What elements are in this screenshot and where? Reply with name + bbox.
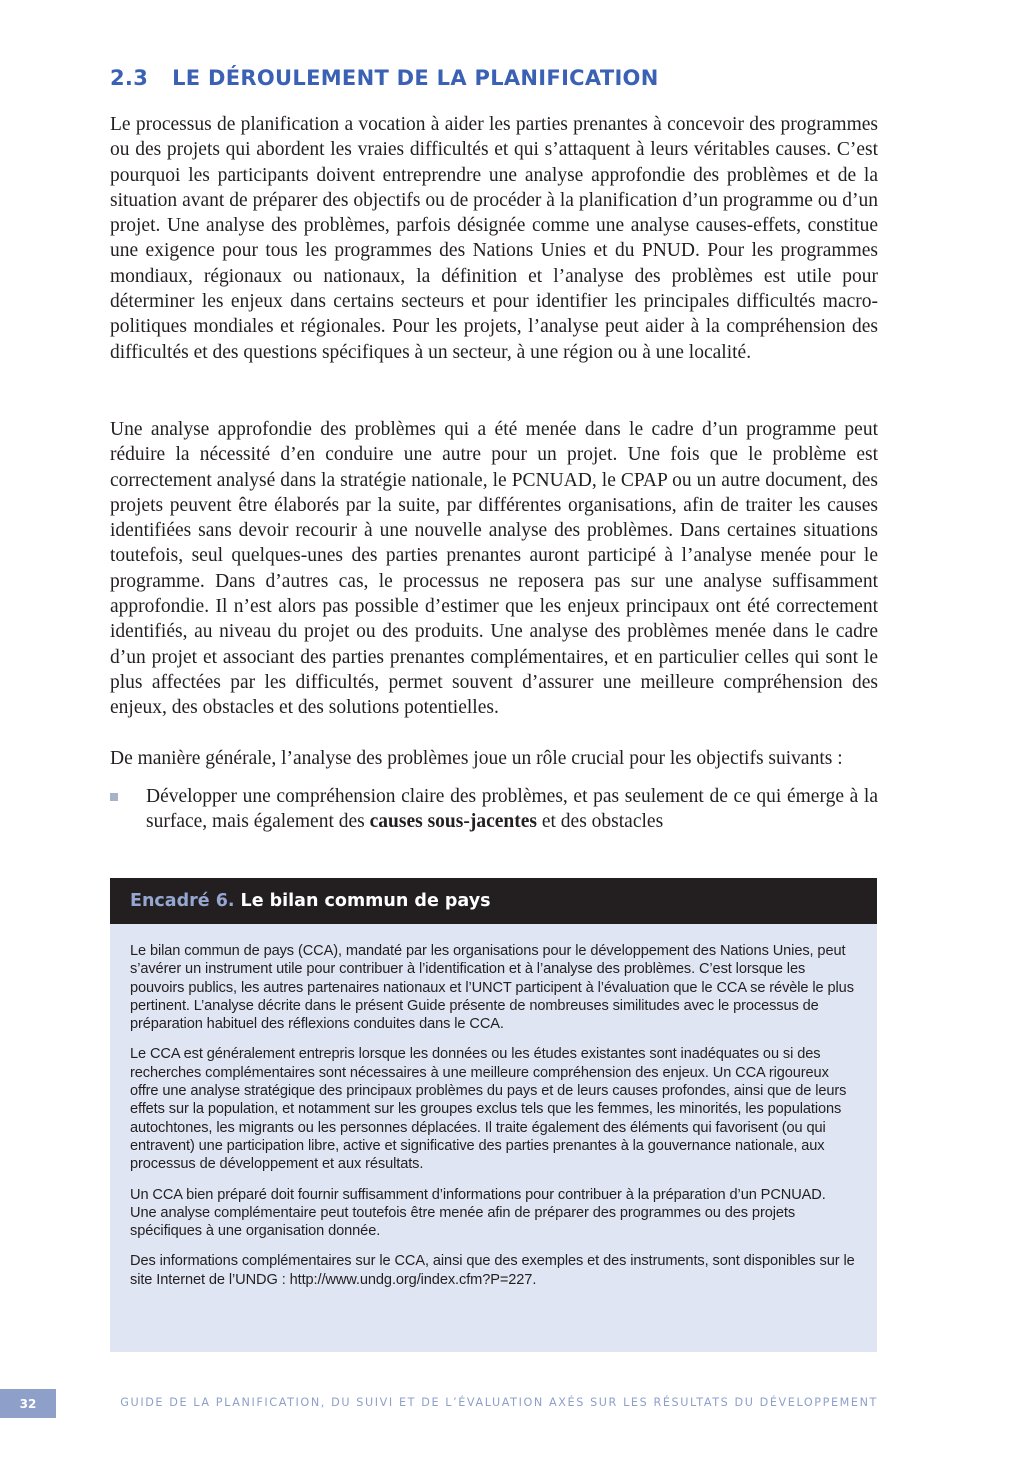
body-paragraph: De manière générale, l’analyse des problèmes joue un rôle crucial pour les objectifs suivants : — [110, 748, 843, 769]
box-paragraph: Un CCA bien préparé doit fournir suffisamment d’informations pour contribuer à la préparation d’un PCNUAD. Une analyse complémentaire peut toutefois être menée afin de préparer des programmes ou des projets spécifiques à une organisation donnée. — [130, 1186, 826, 1240]
section-heading — [110, 66, 880, 90]
page-number: 32 — [0, 1389, 56, 1418]
bullet-list-item — [110, 784, 878, 835]
body-paragraph: Une analyse approfondie des problèmes qui a été menée dans le cadre d’un programme peut réduire la nécessité d’en conduire une autre pour un projet. Une fois que le problème est correctement analysé dans la stratégie nationale, le PCNUAD, le CPAP ou un autre document, des projets peuvent être élaborés par la suite, par différentes organisations, afin de traiter les causes identifiées sans devoir recourir à une nouvelle analyse des problèmes. Dans certaines situations toutefois, seul quelques-unes des parties prenantes auront participé à l’analyse menée pour le programme. Dans d’autres cas, le processus ne reposera pas sur une analyse suffisamment approfondie. Il n’est alors pas possible d’estimer que les enjeux principaux ont été correctement identifiés, au niveau du projet ou des produits. Une analyse des problèmes menée dans le cadre d’un projet et associant des parties prenantes complémentaires, et en particulier celles qui sont le plus affectées par les difficultés, permet souvent d’assurer une meilleure compréhension des enjeux, des obstacles et des solutions potentielles. — [110, 419, 878, 719]
sidebar-box — [110, 878, 877, 1352]
square-bullet-icon — [110, 793, 118, 801]
box-header — [110, 878, 877, 924]
box-label: Encadré 6. — [130, 891, 235, 911]
section-title: LE DÉROULEMENT DE LA PLANIFICATION — [172, 66, 659, 90]
section-number: 2.3 — [110, 66, 149, 90]
box-title: Le bilan commun de pays — [240, 891, 491, 911]
running-footer: GUIDE DE LA PLANIFICATION, DU SUIVI ET DE L’ÉVALUATION AXÉS SUR LES RÉSULTATS DU DÉVELOPPEMENT — [120, 1396, 878, 1409]
bullet-text-start: Développer une compréhension claire des problèmes, et pas seulement de ce qui émerge à la surface, mais également des — [146, 786, 878, 833]
box-paragraph: Le bilan commun de pays (CCA), mandaté par les organisations pour le développement des Nations Unies, peut s’avérer un instrument utile pour contribuer à l’identification et à l’analyse des problèmes. C’est lorsque les pouvoirs publics, les autres partenaires nationaux et l’UNCT participent à l’évaluation que le CCA se révèle le plus pertinent. L’analyse décrite dans le présent Guide présente de nombreuses similitudes avec le processus de préparation habituel des réflexions conduites dans le CCA. — [130, 943, 854, 1033]
box-paragraph: Le CCA est généralement entrepris lorsque les données ou les études existantes sont inadéquates ou si des recherches complémentaires sont nécessaires à une meilleure compréhension des enjeux. Un CCA rigoureux offre une analyse stratégique des principaux problèmes du pays et de leurs causes profondes, ainsi que de leurs effets sur la population, et notamment sur les groupes exclus tels que les femmes, les minorités, les populations autochtones, les migrants ou les personnes déplacées. Il traite également des éléments qui favorisent (ou qui entravent) une participation libre, active et significative des parties prenantes à la gouvernance nationale, aux processus de développement et aux résultats. — [130, 1046, 847, 1173]
bullet-text-end: et des obstacles — [536, 811, 664, 833]
box-paragraph: Des informations complémentaires sur le CCA, ainsi que des exemples et des instruments, sont disponibles sur le site Internet de l’UNDG : http://www.undg.org/index.cfm?P=227. — [130, 1253, 855, 1288]
body-paragraph: Le processus de planification a vocation à aider les parties prenantes à concevoir des programmes ou des projets qui abordent les vraies difficultés et qui s’attaquent à leurs véritables causes. C’est pourquoi les participants doivent entreprendre une analyse approfondie des problèmes et de la situation avant de préparer des objectifs ou de procéder à la planification d’un programme ou d’un projet. Une analyse des problèmes, parfois désignée comme une analyse causes-effets, constitue une exigence pour tous les programmes des Nations Unies et du PNUD. Pour les programmes mondiaux, régionaux ou nationaux, la définition et l’analyse des problèmes est utile pour déterminer les enjeux dans certains secteurs et pour identifier les principales difficultés macro-politiques mondiales et régionales. Pour les projets, l’analyse peut aider à la compréhension des difficultés et des questions spécifiques à un secteur, à une région ou à une localité. — [110, 114, 878, 363]
bullet-text — [146, 784, 878, 835]
box-body — [110, 924, 877, 1289]
bullet-text-bold: causes sous-jacentes — [369, 811, 537, 833]
